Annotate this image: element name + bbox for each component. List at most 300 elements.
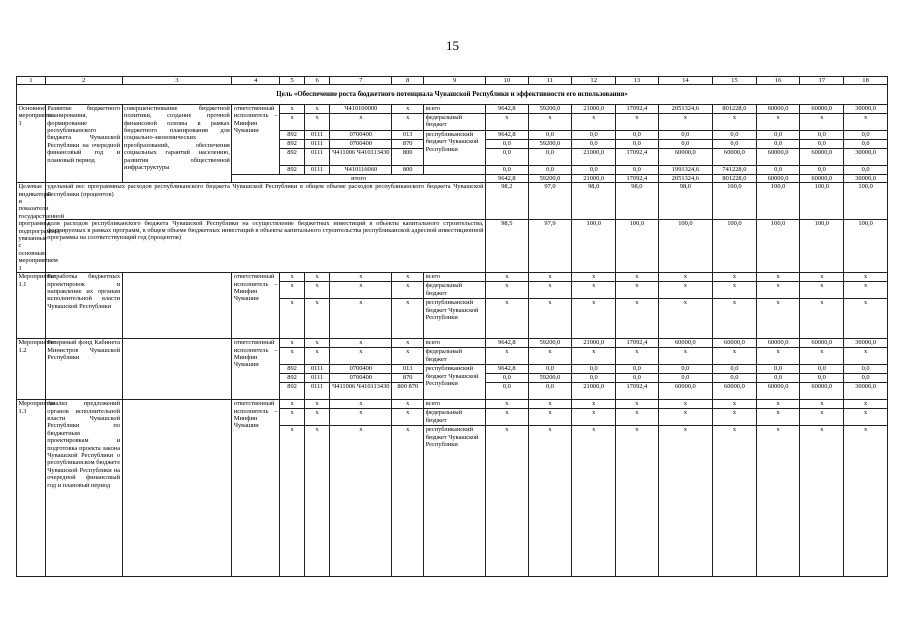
value-cell: x [616, 348, 659, 365]
code-cell: x [392, 282, 424, 299]
empty-cell [122, 400, 232, 577]
value-cell: 59200,0 [528, 104, 572, 113]
table-row [17, 273, 888, 282]
code-cell: 0700400 [330, 130, 392, 139]
value-cell: 60000,0 [800, 104, 844, 113]
value-cell: 0,0 [572, 130, 616, 139]
code-cell: 892 [280, 383, 305, 400]
value-cell: x [844, 348, 888, 365]
value-cell: 17092,4 [616, 148, 659, 165]
value-cell: 801228,0 [713, 104, 757, 113]
column-number: 5 [280, 77, 305, 85]
table-row [17, 400, 888, 409]
funding-source: федеральный бюджет [424, 348, 486, 365]
code-cell: x [304, 409, 330, 426]
code-cell: 013 [392, 130, 424, 139]
code-cell: x [304, 113, 330, 130]
total-value: 17092,4 [616, 174, 659, 182]
value-cell: x [616, 400, 659, 409]
value-cell: 0,0 [713, 130, 757, 139]
indicator-value: 100,0 [713, 183, 757, 219]
value-cell: x [756, 282, 800, 299]
value-cell: x [528, 409, 572, 426]
value-cell: x [572, 113, 616, 130]
code-cell: 0111 [304, 130, 330, 139]
column-number: 2 [45, 77, 122, 85]
empty-cell [122, 339, 232, 400]
value-cell: x [844, 299, 888, 339]
value-cell: 9642,8 [486, 365, 529, 374]
code-cell: x [280, 426, 305, 577]
responsible-executor: ответственный исполнитель – Минфин Чувашии [232, 400, 280, 577]
value-cell: 60000,0 [713, 383, 757, 400]
value-cell: 60000,0 [658, 339, 712, 348]
value-cell: x [844, 409, 888, 426]
value-cell: x [756, 113, 800, 130]
value-cell: 0,0 [658, 139, 712, 148]
value-cell: 0,0 [486, 374, 529, 383]
value-cell: x [572, 409, 616, 426]
value-cell: 0,0 [800, 374, 844, 383]
value-cell: 0,0 [713, 365, 757, 374]
value-cell: x [572, 400, 616, 409]
value-cell: x [844, 426, 888, 577]
column-number: 3 [122, 77, 232, 85]
value-cell: x [713, 113, 757, 130]
value-cell: x [528, 113, 572, 130]
code-cell: 800 [392, 148, 424, 165]
code-cell: x [330, 400, 392, 409]
measure-description: Резервный фонд Кабинета Министров Чувашской Республики [45, 339, 122, 400]
value-cell: 0,0 [756, 374, 800, 383]
funding-source: всего [424, 273, 486, 282]
column-number: 4 [232, 77, 280, 85]
value-cell: x [658, 282, 712, 299]
code-cell: 0700400 [330, 365, 392, 374]
indicator-value: 100,0 [756, 183, 800, 219]
code-cell: x [304, 339, 330, 348]
column-number-row [17, 77, 888, 85]
code-cell: x [392, 104, 424, 113]
value-cell: x [756, 409, 800, 426]
value-cell: 0,0 [572, 374, 616, 383]
measure-name: Мероприятие 1.3 [17, 400, 46, 577]
indicator-value: 100,0 [713, 219, 757, 272]
column-number: 8 [392, 77, 424, 85]
value-cell: x [756, 299, 800, 339]
indicator-value: 98,5 [486, 219, 529, 272]
value-cell: x [616, 409, 659, 426]
code-cell: x [330, 339, 392, 348]
value-cell: 21000,0 [572, 104, 616, 113]
measure-name: Основное мероприятие 1 [17, 104, 46, 182]
value-cell: x [658, 113, 712, 130]
indicator-text: доля расходов республиканского бюджета Чувашской Республики на осуществление бюджетных инвестиций в объекты капитального строительства, формируемых в рамках программ, в общем объеме бюджетных инвестиций в объекты капитального строительства республиканской адресной инвестиционной программы на соответствующий год (процентов) [45, 219, 485, 272]
funding-source: всего [424, 339, 486, 348]
value-cell: 9642,8 [486, 104, 529, 113]
indicator-row [17, 183, 888, 219]
indicator-value: 97,0 [528, 183, 572, 219]
value-cell: 0,0 [844, 139, 888, 148]
column-number: 13 [616, 77, 659, 85]
code-cell: x [280, 409, 305, 426]
value-cell: x [713, 348, 757, 365]
value-cell: 0,0 [800, 365, 844, 374]
code-cell: Ч411006 Ч410113430 [330, 383, 392, 400]
code-cell: x [392, 348, 424, 365]
indicator-value: 100,0 [844, 219, 888, 272]
indicator-value: 98,0 [616, 183, 659, 219]
value-cell: 0,0 [756, 365, 800, 374]
code-cell: 800 870 [392, 383, 424, 400]
total-value: 60000,0 [800, 174, 844, 182]
code-cell: Ч411006 Ч410113430 [330, 148, 392, 165]
value-cell: 60000,0 [658, 148, 712, 165]
value-cell: 60000,0 [756, 104, 800, 113]
value-cell: 0,0 [844, 130, 888, 139]
value-cell: 0,0 [658, 365, 712, 374]
responsible-executor: ответственный исполнитель – Минфин Чувашии [232, 104, 280, 174]
value-cell: x [572, 273, 616, 282]
total-value: 30000,0 [844, 174, 888, 182]
value-cell: x [800, 299, 844, 339]
column-number: 16 [756, 77, 800, 85]
responsible-executor: ответственный исполнитель – Минфин Чувашии [232, 339, 280, 400]
funding-source: всего [424, 104, 486, 113]
code-cell: x [392, 409, 424, 426]
code-cell: 870 [392, 139, 424, 148]
value-cell: 0,0 [528, 165, 572, 174]
value-cell: x [616, 299, 659, 339]
funding-source: республиканский бюджет Чувашской Республики [424, 365, 486, 400]
column-number: 6 [304, 77, 330, 85]
value-cell: x [756, 400, 800, 409]
value-cell: 60000,0 [800, 148, 844, 165]
value-cell: x [616, 282, 659, 299]
value-cell: x [844, 273, 888, 282]
column-number: 7 [330, 77, 392, 85]
column-number: 9 [424, 77, 486, 85]
value-cell: x [844, 113, 888, 130]
indicator-value: 97,9 [528, 219, 572, 272]
value-cell: 0,0 [756, 139, 800, 148]
funding-source: республиканский бюджет Чувашской Республики [424, 299, 486, 339]
value-cell: 21000,0 [572, 339, 616, 348]
value-cell: x [528, 299, 572, 339]
value-cell: 0,0 [800, 165, 844, 174]
value-cell: x [616, 113, 659, 130]
code-cell: x [392, 273, 424, 282]
funding-source: федеральный бюджет [424, 409, 486, 426]
code-cell: 0111 [304, 148, 330, 165]
value-cell: 30000,0 [844, 104, 888, 113]
value-cell: 0,0 [756, 130, 800, 139]
indicator-value: 100,0 [800, 219, 844, 272]
value-cell: 30000,0 [844, 339, 888, 348]
code-cell: x [280, 104, 305, 113]
total-value: 801228,0 [713, 174, 757, 182]
value-cell: x [658, 409, 712, 426]
value-cell: x [844, 282, 888, 299]
value-cell: 0,0 [844, 365, 888, 374]
value-cell: x [756, 426, 800, 577]
value-cell: 0,0 [658, 374, 712, 383]
value-cell: 60000,0 [713, 339, 757, 348]
value-cell: x [486, 348, 529, 365]
value-cell: 0,0 [616, 130, 659, 139]
value-cell: 60000,0 [756, 148, 800, 165]
value-cell: 17092,4 [616, 339, 659, 348]
code-cell: x [280, 282, 305, 299]
value-cell: x [713, 299, 757, 339]
indicator-row [17, 219, 888, 272]
code-cell: x [304, 104, 330, 113]
value-cell: x [528, 282, 572, 299]
value-cell: 0,0 [800, 130, 844, 139]
value-cell: 0,0 [616, 374, 659, 383]
table-row [17, 104, 888, 113]
code-cell: x [330, 426, 392, 577]
value-cell: 0,0 [572, 365, 616, 374]
code-cell: x [304, 282, 330, 299]
column-number: 1 [17, 77, 46, 85]
value-cell: 59200,0 [528, 139, 572, 148]
value-cell: x [713, 273, 757, 282]
value-cell: 0,0 [844, 374, 888, 383]
column-number: 18 [844, 77, 888, 85]
value-cell: 0,0 [800, 139, 844, 148]
value-cell: 21000,0 [572, 148, 616, 165]
value-cell: 0,0 [528, 365, 572, 374]
code-cell: 0700400 [330, 374, 392, 383]
code-cell: 892 [280, 165, 305, 174]
total-value: 9642,8 [486, 174, 529, 182]
total-value: 21000,0 [572, 174, 616, 182]
value-cell: 60000,0 [800, 339, 844, 348]
value-cell: x [572, 299, 616, 339]
code-cell: x [330, 282, 392, 299]
code-cell: 892 [280, 130, 305, 139]
code-cell: x [280, 348, 305, 365]
code-cell: Ч410100000 [330, 104, 392, 113]
value-cell: x [658, 426, 712, 577]
indicator-value: 100,0 [658, 219, 712, 272]
value-cell: 0,0 [572, 139, 616, 148]
value-cell: 30000,0 [844, 148, 888, 165]
value-cell: 1991324,6 [658, 165, 712, 174]
code-cell: x [330, 113, 392, 130]
code-cell: 013 [392, 365, 424, 374]
code-cell: 892 [280, 148, 305, 165]
code-cell: 892 [280, 374, 305, 383]
indicator-value: 100,0 [756, 219, 800, 272]
value-cell: 17092,4 [616, 104, 659, 113]
value-cell: x [800, 426, 844, 577]
value-cell: 0,0 [616, 139, 659, 148]
code-cell: x [280, 339, 305, 348]
goal-title: Цель «Обеспечение роста бюджетного потенциала Чувашской Республики и эффективности его использования» [17, 85, 888, 104]
code-cell: 0111 [304, 365, 330, 374]
code-cell: x [330, 348, 392, 365]
column-number: 11 [528, 77, 572, 85]
value-cell: 59200,0 [528, 339, 572, 348]
value-cell: 0,0 [844, 165, 888, 174]
code-cell: 800 [392, 165, 424, 174]
value-cell: x [713, 409, 757, 426]
column-number: 10 [486, 77, 529, 85]
value-cell: x [486, 273, 529, 282]
value-cell: x [658, 299, 712, 339]
value-cell: 0,0 [616, 365, 659, 374]
value-cell: x [756, 273, 800, 282]
indicator-value: 98,0 [658, 183, 712, 219]
indicator-value: 98,2 [486, 183, 529, 219]
value-cell: x [572, 282, 616, 299]
value-cell: x [486, 299, 529, 339]
code-cell: x [304, 426, 330, 577]
code-cell: 0111 [304, 383, 330, 400]
code-cell: x [304, 348, 330, 365]
value-cell: 0,0 [486, 148, 529, 165]
code-cell: 0111 [304, 374, 330, 383]
code-cell: x [280, 113, 305, 130]
total-value: 59200,0 [528, 174, 572, 182]
value-cell: x [800, 348, 844, 365]
value-cell: x [713, 282, 757, 299]
value-cell: x [486, 400, 529, 409]
funding-source: республиканский бюджет Чувашской Республики [424, 426, 486, 577]
indicator-value: 100,0 [844, 183, 888, 219]
value-cell: 2051324,6 [658, 104, 712, 113]
code-cell: 0111 [304, 165, 330, 174]
value-cell: x [800, 113, 844, 130]
code-cell: 0111 [304, 139, 330, 148]
funding-source: федеральный бюджет [424, 113, 486, 130]
value-cell: x [486, 426, 529, 577]
value-cell: x [528, 400, 572, 409]
value-cell: 30000,0 [844, 383, 888, 400]
indicators-label: Целевые индикаторы и показатели государственной программы, подпрограммы, увязанные с основным мероприятием 1 [18, 183, 65, 272]
value-cell: x [713, 426, 757, 577]
column-number: 15 [713, 77, 757, 85]
measure-description: Анализ предложений органов исполнительной власти Чувашской Республики по бюджетным проектировкам и подготовка проекта закона Чувашской Республики о республиканском бюджете Чувашской Республики на очередной финансовый год и плановый период [45, 400, 122, 577]
empty-cell [122, 273, 232, 339]
value-cell: 0,0 [713, 374, 757, 383]
value-cell: x [658, 348, 712, 365]
value-cell: x [658, 273, 712, 282]
column-number: 17 [800, 77, 844, 85]
code-cell: 892 [280, 139, 305, 148]
value-cell: 60000,0 [713, 148, 757, 165]
value-cell: x [486, 409, 529, 426]
value-cell: x [486, 113, 529, 130]
value-cell: 9642,8 [486, 339, 529, 348]
value-cell: 0,0 [572, 165, 616, 174]
table-body [17, 77, 888, 577]
measure-description: Развитие бюджетного планирования, формирование республиканского бюджета Чувашской Республики на очередной финансовый год и плановый период [45, 104, 122, 182]
total-label: итого [232, 174, 486, 182]
indicator-value: 100,0 [616, 219, 659, 272]
goal-row [17, 85, 888, 104]
program-table [16, 76, 888, 577]
value-cell: x [658, 400, 712, 409]
value-cell: 60000,0 [756, 339, 800, 348]
value-cell: x [800, 273, 844, 282]
value-cell: x [616, 426, 659, 577]
code-cell: x [304, 273, 330, 282]
indicator-value: 100,0 [800, 183, 844, 219]
value-cell: 9642,8 [486, 130, 529, 139]
code-cell: x [304, 400, 330, 409]
value-cell: x [616, 273, 659, 282]
code-cell: x [330, 299, 392, 339]
value-cell: x [528, 273, 572, 282]
value-cell: 17092,4 [616, 383, 659, 400]
code-cell: x [392, 426, 424, 577]
value-cell: 0,0 [528, 148, 572, 165]
code-cell: x [304, 299, 330, 339]
table-row [17, 339, 888, 348]
total-value: 60000,0 [756, 174, 800, 182]
value-cell: 60000,0 [800, 383, 844, 400]
value-cell: 0,0 [756, 165, 800, 174]
value-cell: x [800, 400, 844, 409]
code-cell: 892 [280, 365, 305, 374]
indicator-text: удельный вес программных расходов республиканского бюджета Чувашской Республики в общем объеме расходов республиканского бюджета Чувашской Республики (процентов) [45, 183, 485, 219]
code-cell: x [280, 400, 305, 409]
code-cell: x [392, 299, 424, 339]
code-cell: x [330, 273, 392, 282]
code-cell: x [392, 339, 424, 348]
value-cell: 0,0 [713, 139, 757, 148]
value-cell: 0,0 [616, 165, 659, 174]
funding-source: федеральный бюджет [424, 282, 486, 299]
code-cell: 870 [392, 374, 424, 383]
total-value: 2051324,6 [658, 174, 712, 182]
code-cell: x [280, 299, 305, 339]
code-cell: Ч410116060 [330, 165, 392, 174]
measure-goal: совершенствование бюджетной политики, создание прочной финансовой основы в рамках бюджетного планирования для социально-экономических преобразований, обеспечения социальных гарантий населению, развития общественной инфраструктуры [122, 104, 232, 182]
value-cell: x [800, 282, 844, 299]
value-cell: 60000,0 [756, 383, 800, 400]
code-cell: 0700400 [330, 139, 392, 148]
funding-source: всего [424, 400, 486, 409]
value-cell: x [528, 426, 572, 577]
value-cell: 0,0 [528, 130, 572, 139]
measure-name: Мероприятие 1.1 [17, 273, 46, 339]
value-cell: 21000,0 [572, 383, 616, 400]
value-cell: 59200,0 [528, 374, 572, 383]
value-cell: x [572, 426, 616, 577]
value-cell: x [713, 400, 757, 409]
value-cell: x [844, 400, 888, 409]
indicator-value: 100,0 [572, 219, 616, 272]
column-number: 14 [658, 77, 712, 85]
value-cell: 0,0 [658, 130, 712, 139]
measure-description: Разработка бюджетных проектировок и направление их органам исполнительной власти Чувашской Республики [45, 273, 122, 339]
code-cell: x [392, 113, 424, 130]
column-number: 12 [572, 77, 616, 85]
value-cell: x [572, 348, 616, 365]
value-cell: 0,0 [486, 165, 529, 174]
measure-name: Мероприятие 1.2 [17, 339, 46, 400]
value-cell: 0,0 [486, 139, 529, 148]
value-cell: x [800, 409, 844, 426]
code-cell: x [330, 409, 392, 426]
value-cell: x [486, 282, 529, 299]
indicator-value: 98,0 [572, 183, 616, 219]
value-cell: 0,0 [528, 383, 572, 400]
